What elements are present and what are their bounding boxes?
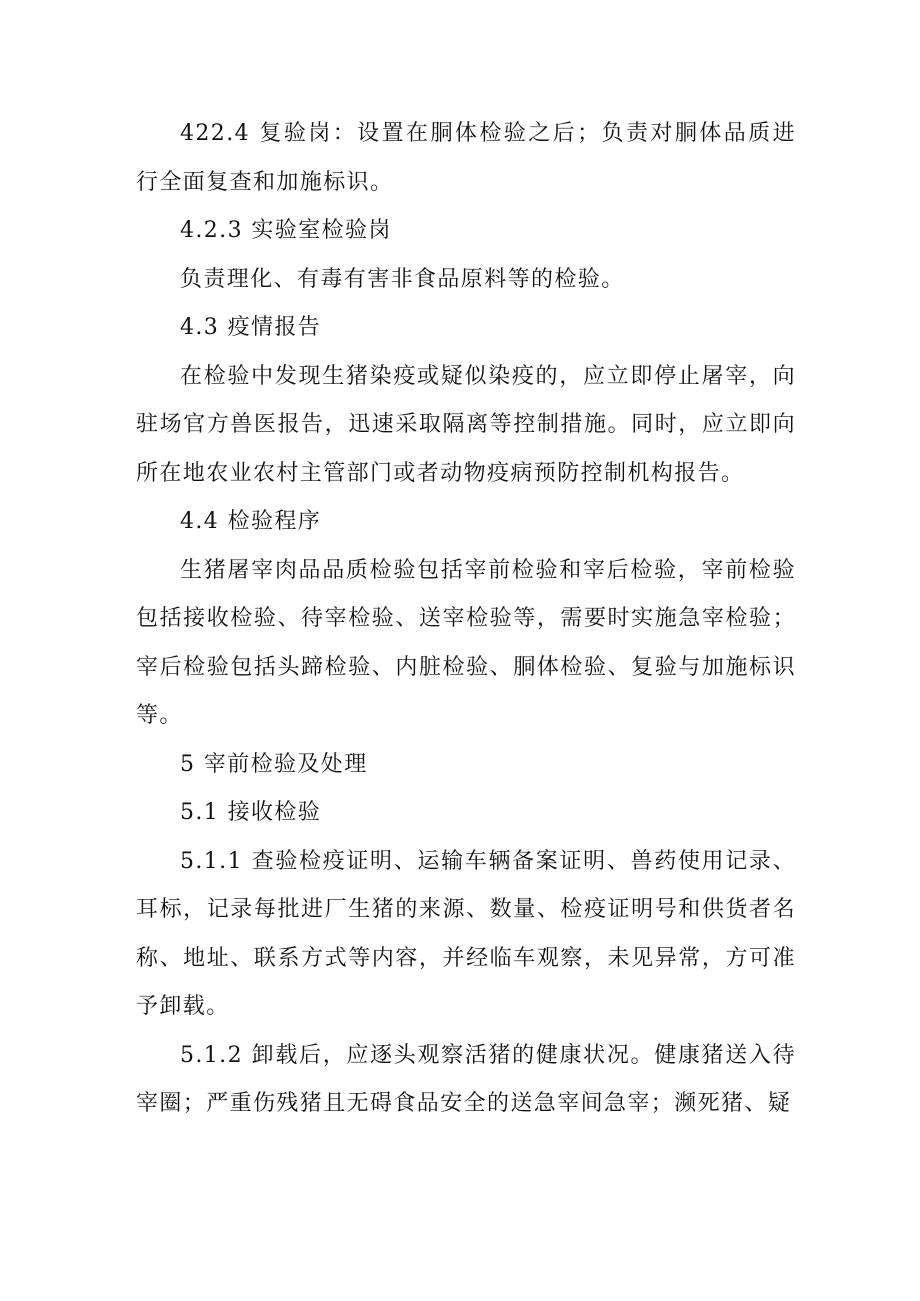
heading-epidemic-report: 4.3 疫情报告 (180, 315, 322, 340)
heading-inspection-procedure: 4.4 检验程序 (180, 509, 322, 534)
paragraph-epidemic-report: 在检验中发现生猪染疫或疑似染疫的，应立即停止屠宰，向驻场官方兽医报告，迅速采取隔离等控制措施。同时，应立即向所在地农业农村主管部门或者动物疫病预防控制机构报告。 (136, 363, 796, 486)
paragraph-inspection-procedure: 生猪屠宰肉品品质检验包括宰前检验和宰后检验，宰前检验包括接收检验、待宰检验、送宰检验等，需要时实施急宰检验；宰后检验包括头蹄检验、内脏检验、胴体检验、复验与加施标识等。 (136, 557, 796, 728)
document-page (136, 110, 796, 1129)
paragraph-receiving-5-1-1: 5.1.1 查验检疫证明、运输车辆备案证明、兽药使用记录、耳标，记录每批进厂生猪的来源、数量、检疫证明号和供货者名称、地址、联系方式等内容，并经临车观察，未见异常，方可准予卸载。 (136, 848, 796, 1019)
paragraph-receiving-5-1-2: 5.1.2 卸载后，应逐头观察活猪的健康状况。健康猪送入待宰圈；严重伤残猪且无碍食品安全的送急宰间急宰；濒死猪、疑 (136, 1042, 796, 1116)
paragraph-laboratory-duty: 负责理化、有毒有害非食品原料等的检验。 (180, 266, 625, 292)
heading-laboratory-post: 4.2.3 实验室检验岗 (180, 218, 392, 243)
heading-pre-slaughter: 5 宰前检验及处理 (180, 751, 368, 777)
heading-receiving-inspection: 5.1 接收检验 (180, 800, 322, 825)
paragraph-reinspection-post: 422.4 复验岗：设置在胴体检验之后；负责对胴体品质进行全面复查和加施标识。 (136, 121, 796, 195)
